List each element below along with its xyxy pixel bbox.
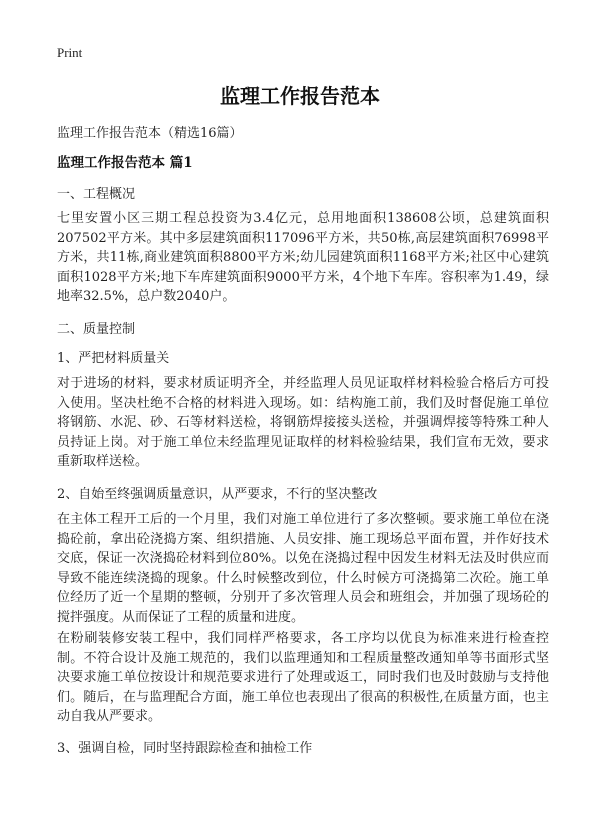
document-subtitle: 监理工作报告范本（精选16篇） bbox=[57, 126, 243, 141]
paragraph-rectification: 在主体工程开工后的一个月里，我们对施工单位进行了多次整顿。要求施工单位在浇捣砼前，拿出砼浇捣方案、组织措施、人员安排、施工现场总平面布置，并作好技术交底，保证一次浇捣砼材料到位80%。以免在浇捣过程中因发生材料无法及时供应而导致不能连续浇捣的现象。什么时候整改到位，什么时候方可浇捣第二次砼。施工单位经历了近一个星期的整顿，分别开了多次管理人员会和班组会，并加强了现场砼的搅拌强度。从而保证了工程的质量和进度。 bbox=[57, 512, 549, 625]
section-heading-quality-control: 二、质量控制 bbox=[57, 322, 136, 337]
paragraph-overview: 七里安置小区三期工程总投资为3.4亿元，总用地面积138608公顷，总建筑面积207502平方米。其中多层建筑面积117096平方米，共50栋,高层建筑面积76998平方米，共11栋,商业建筑面积8800平方米;幼儿园建筑面积1168平方米;社区中心建筑面积1028平方米;地下车库建筑面积9000平方米，4个地下车库。容积率为1.49，绿地率32.5%，总户数2040户。 bbox=[57, 211, 549, 304]
print-label: Print bbox=[57, 45, 83, 60]
subsection-heading-self-inspection: 3、强调自检，同时坚持跟踪检查和抽检工作 bbox=[57, 741, 313, 756]
paragraph-materials: 对于进场的材料，要求材质证明齐全，并经监理人员见证取样材料检验合格后方可投入使用。坚决杜绝不合格的材料进入现场。如：结构施工前，我们及时督促施工单位将钢筋、水泥、砂、石等材料送检，将钢筋焊接接头送检，并强调焊接等特殊工种人员持证上岗。对于施工单位未经监理见证取样的材料检验结果，我们宣布无效，要求重新取样送检。 bbox=[57, 376, 549, 469]
paragraph-finishing-works: 在粉刷装修安装工程中，我们同样严格要求，各工序均以优良为标准来进行检查控制。不符合设计及施工规范的，我们以监理通知和工程质量整改通知单等书面形式坚决要求施工单位按设计和规范要求进行了处理或返工，同时我们也及时鼓励与支持他们。随后，在与监理配合方面，施工单位也表现出了很高的积极性,在质量方面，也主动自我从严要求。 bbox=[57, 631, 549, 724]
page-title: 监理工作报告范本 bbox=[220, 84, 380, 108]
section-heading-overview: 一、工程概况 bbox=[57, 187, 136, 202]
subsection-heading-materials: 1、严把材料质量关 bbox=[57, 351, 170, 366]
subsection-heading-quality-awareness: 2、自始至终强调质量意识，从严要求，不行的坚决整改 bbox=[57, 487, 378, 502]
article-heading: 监理工作报告范本 篇1 bbox=[57, 155, 193, 171]
